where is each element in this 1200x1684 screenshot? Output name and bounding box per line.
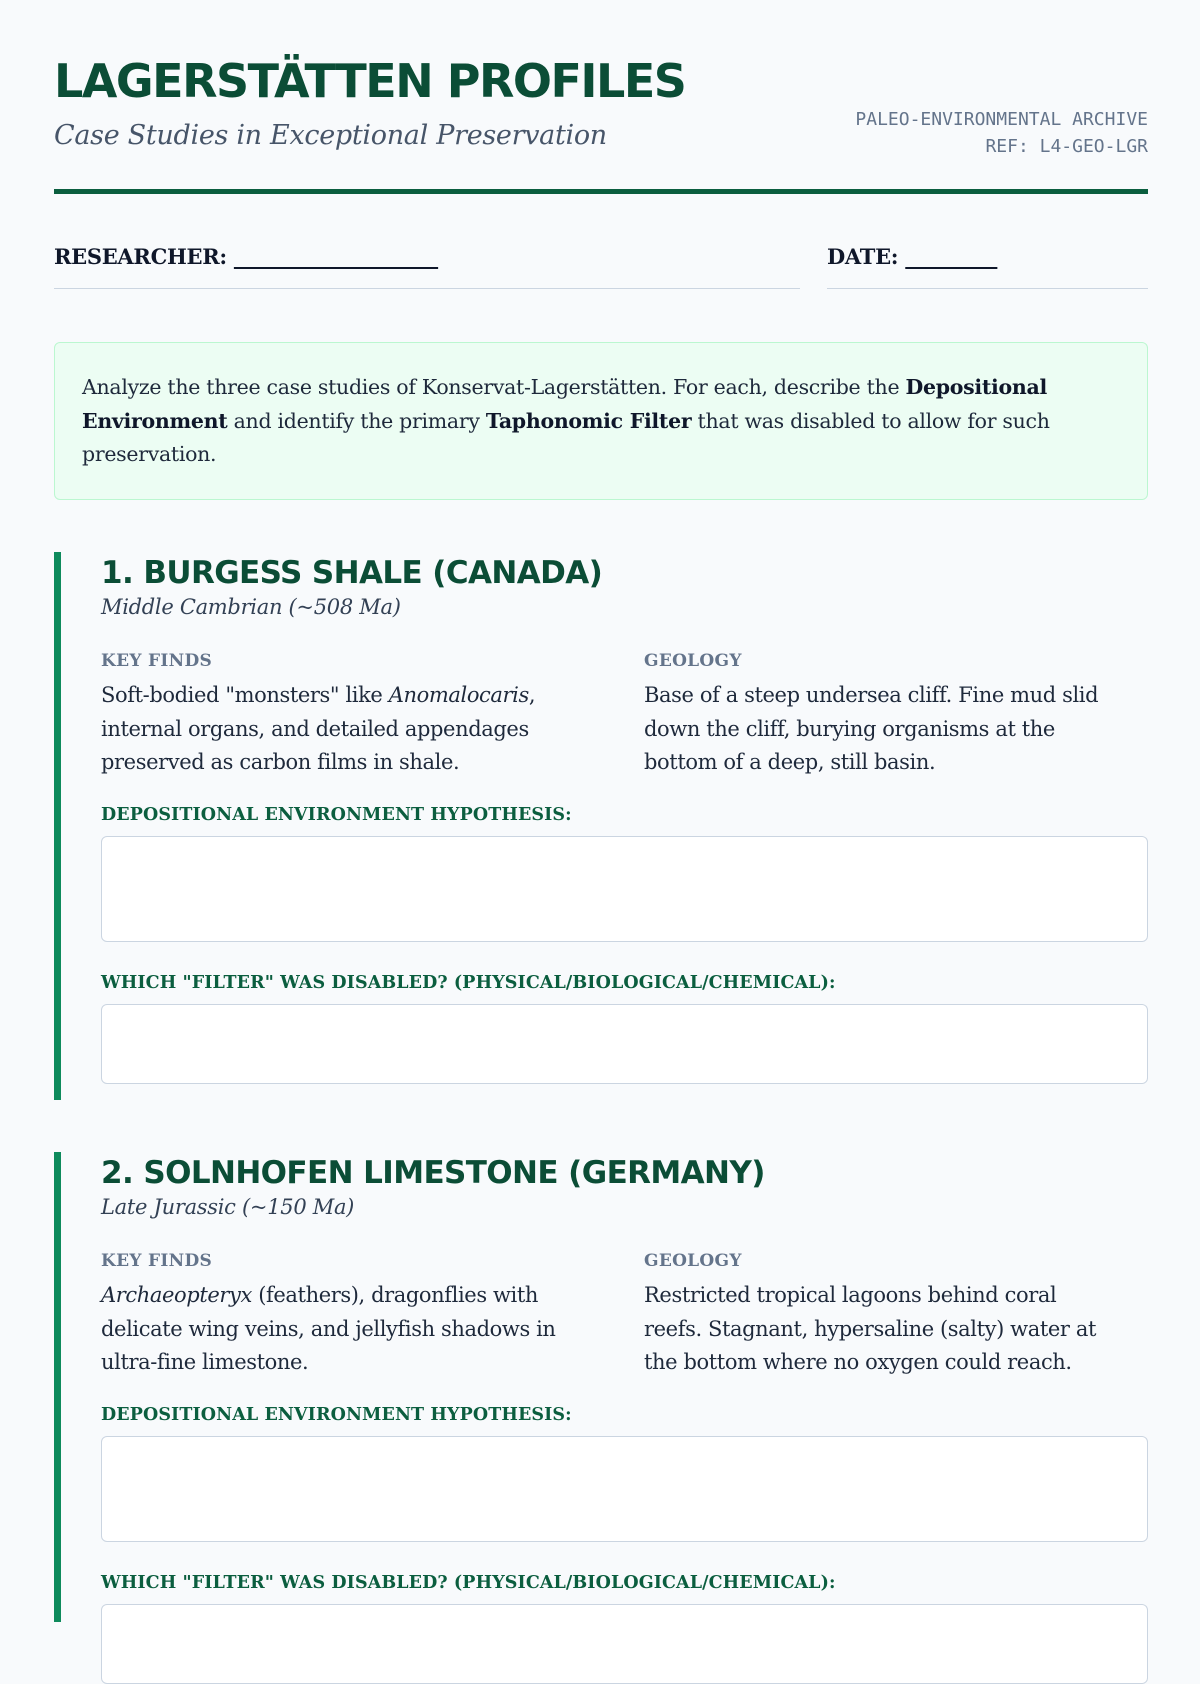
case-title: 1. BURGESS SHALE (CANADA) xyxy=(101,555,603,591)
date-field[interactable]: DATE: _________ xyxy=(827,244,1148,289)
worksheet-page xyxy=(54,0,1148,1593)
researcher-field[interactable]: RESEARCHER: ____________________ xyxy=(54,244,800,289)
key-finds-taxon: Archaeopteryx xyxy=(101,1283,252,1307)
case-details xyxy=(101,1251,1148,1377)
case-details xyxy=(101,651,1148,777)
reference-code: REF: L4-GEO-LGR xyxy=(985,136,1148,157)
header xyxy=(54,0,1148,194)
key-finds-column xyxy=(101,651,571,780)
key-finds-column xyxy=(101,1251,571,1380)
instructions-bold-2: Taphonomic Filter xyxy=(485,408,692,433)
filter-disabled-label: WHICH "FILTER" WAS DISABLED? (PHYSICAL/BIOLOGICAL/CHEMICAL): xyxy=(101,1573,836,1593)
filter-disabled-label: WHICH "FILTER" WAS DISABLED? (PHYSICAL/BIOLOGICAL/CHEMICAL): xyxy=(101,973,836,993)
instructions-bold-1: Depositional Environment xyxy=(82,375,1047,433)
instructions-box xyxy=(54,342,1148,500)
case-study-solnhofen xyxy=(54,1152,1148,1622)
page-title: LAGERSTÄTTEN PROFILES xyxy=(54,54,686,108)
archive-meta xyxy=(855,106,1148,160)
geology-heading: GEOLOGY xyxy=(644,651,742,671)
case-era: Middle Cambrian (~508 Ma) xyxy=(101,595,401,619)
case-era: Late Jurassic (~150 Ma) xyxy=(101,1195,355,1219)
filter-disabled-input[interactable] xyxy=(101,1604,1148,1684)
geology-heading: GEOLOGY xyxy=(644,1251,742,1271)
environment-hypothesis-label: DEPOSITIONAL ENVIRONMENT HYPOTHESIS: xyxy=(101,1405,572,1425)
case-title: 2. SOLNHOFEN LIMESTONE (GERMANY) xyxy=(101,1155,765,1191)
key-finds-text-pre: Soft-bodied "monsters" like xyxy=(101,683,389,707)
geology-text: Base of a steep undersea cliff. Fine mud slid down the cliff, burying organisms at the bottom of a deep, still basin. xyxy=(644,683,1099,774)
environment-hypothesis-input[interactable] xyxy=(101,1436,1148,1542)
key-finds-heading: KEY FINDS xyxy=(101,1251,213,1271)
geology-column xyxy=(644,1251,1114,1380)
key-finds-text xyxy=(101,679,571,780)
key-finds-heading: KEY FINDS xyxy=(101,651,213,671)
page-subtitle: Case Studies in Exceptional Preservation xyxy=(54,120,607,151)
archive-label: PALEO-ENVIRONMENTAL ARCHIVE xyxy=(855,109,1148,130)
key-finds-text-post: , internal organs, and detailed appendages preserved as carbon films in shale. xyxy=(101,683,536,774)
geology-text: Restricted tropical lagoons behind coral reefs. Stagnant, hypersaline (salty) water at the bottom where no oxygen could reach. xyxy=(644,1283,1097,1374)
instructions-text-3: that was disabled to allow for such preservation. xyxy=(82,408,1050,466)
environment-hypothesis-input[interactable] xyxy=(101,836,1148,942)
key-finds-text-post: (feathers), dragonflies with delicate wing veins, and jellyfish shadows in ultra-fine limestone. xyxy=(101,1283,556,1374)
instructions-text-1: Analyze the three case studies of Konservat-Lagerstätten. For each, describe the xyxy=(82,375,906,399)
environment-hypothesis-label: DEPOSITIONAL ENVIRONMENT HYPOTHESIS: xyxy=(101,805,572,825)
filter-disabled-input[interactable] xyxy=(101,1004,1148,1084)
instructions-text-2: and identify the primary xyxy=(227,408,486,433)
case-study-burgess xyxy=(54,552,1148,1100)
geology-column xyxy=(644,651,1114,780)
key-finds-text xyxy=(101,1279,571,1380)
info-fields xyxy=(54,244,1148,290)
key-finds-taxon: Anomalocaris xyxy=(388,683,529,707)
